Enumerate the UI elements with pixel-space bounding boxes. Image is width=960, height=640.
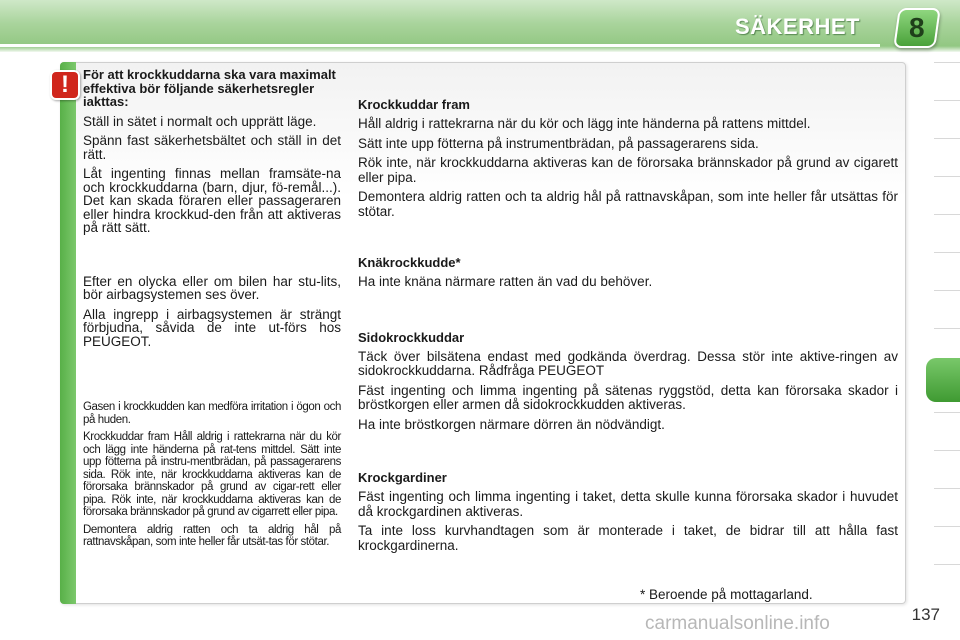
section-front-airbags xyxy=(358,97,898,219)
exclamation-warning-icon: ! xyxy=(50,70,80,100)
side-tab xyxy=(934,100,960,138)
side-tab xyxy=(934,176,960,214)
section-paragraph: Sätt inte upp fötterna på instrumentbrädan, på passagerarens sida. xyxy=(358,135,759,151)
section-paragraph: Ha inte bröstkorgen närmare dörren än nödvändigt. xyxy=(358,416,665,432)
chapter-title: SÄKERHET xyxy=(734,14,860,39)
section-paragraph: Fäst ingenting och limma ingenting på sätenas ryggstöd, detta kan förorsaka skador i bröstkorgen eller armen då sidokrockkudden aktiveras. xyxy=(358,382,898,412)
section-curtain-airbags xyxy=(358,470,898,553)
side-tab xyxy=(934,138,960,176)
warning-small-paragraph: Krockkuddar fram Håll aldrig i rattekrarna när du kör och lägg inte händerna på rat-tens mittdel. Sätt inte upp fötterna på instru-mentbrädan, på passagerarens sida. Rök inte, när krockkuddarna aktiveras kan de förorsaka brännskador på grund av cigar-rett eller pipa. Rök inte, när krockkuddarna aktiveras kan de förorsaka brännskador på grund av cigarrett eller pipa. xyxy=(83,431,341,518)
side-tab xyxy=(934,412,960,450)
watermark: carmanualsonline.info xyxy=(645,613,830,634)
footnote: * Beroende på mottagarland. xyxy=(640,587,813,602)
section-paragraph: Håll aldrig i rattekrarna när du kör och lägg inte händerna på rattens mittdel. xyxy=(358,116,811,131)
section-paragraph: Demontera aldrig ratten och ta aldrig hål på rattnavskåpan, som inte heller får utsättas för stötar. xyxy=(358,189,898,219)
side-tab xyxy=(934,488,960,526)
warning-paragraph: Låt ingenting finnas mellan framsäte-na och krockkuddarna (barn, djur, fö-remål...). Det kan skada föraren eller passageraren eller hindra krockkud-den från att aktiveras på rätt sätt. xyxy=(83,166,341,235)
side-tab xyxy=(934,214,960,252)
side-tab xyxy=(934,526,960,564)
section-side-airbags xyxy=(358,330,898,433)
side-tab xyxy=(934,564,960,602)
page-number: 137 xyxy=(911,605,940,624)
chapter-side-tabs xyxy=(930,62,960,622)
main-column xyxy=(358,97,898,553)
warning-paragraph: Alla ingrepp i airbagsystemen är strängt förbjudna, såvida de inte ut-förs hos PEUGEOT. xyxy=(83,306,341,349)
warning-paragraph: Efter en olycka eller om bilen har stu-lits, bör airbagsystemen ses över. xyxy=(83,273,341,302)
side-tab xyxy=(934,450,960,488)
warning-title: För att krockkuddarna ska vara maximalt effektiva bör följande säkerhetsregler iakttas: xyxy=(83,67,336,109)
warning-paragraph: Ställ in sätet i normalt och upprätt läge. xyxy=(83,113,317,129)
section-heading: Krockkuddar fram xyxy=(358,97,470,112)
warning-column xyxy=(83,68,341,549)
section-heading: Knäkrockkudde* xyxy=(358,255,461,270)
section-knee-airbag xyxy=(358,255,898,290)
warning-small-paragraph: Gasen i krockkudden kan medföra irritation i ögon och på huden. xyxy=(83,401,341,426)
section-paragraph: Fäst ingenting och limma ingenting i taket, detta skulle kunna förorsaka skador i huvudet då krockgardinen aktiveras. xyxy=(358,489,898,519)
side-tab xyxy=(934,62,960,100)
section-paragraph: Ha inte knäna närmare ratten än vad du behöver. xyxy=(358,274,653,289)
header-divider-line xyxy=(0,44,880,47)
section-heading: Sidokrockkuddar xyxy=(358,329,465,345)
warning-small-paragraph: Demontera aldrig ratten och ta aldrig hål på rattnavskåpan, som inte heller får utsät-tas för stötar. xyxy=(83,523,341,548)
section-heading: Krockgardiner xyxy=(358,470,447,485)
section-paragraph: Täck över bilsätena endast med godkända överdrag. Dessa stör inte aktive-ringen av sidokrockkuddarna. Rådfråga PEUGEOT xyxy=(358,348,898,378)
warning-sidebar xyxy=(60,62,76,604)
side-tab xyxy=(934,252,960,290)
chapter-number-badge xyxy=(893,8,941,48)
section-paragraph: Rök inte, när krockkuddarna aktiveras kan de förorsaka brännskador på grund av cigarett eller pipa. xyxy=(358,155,898,185)
side-tab xyxy=(934,290,960,328)
warning-paragraph: Spänn fast säkerhetsbältet och ställ in det rätt. xyxy=(83,133,341,162)
chapter-number: 8 xyxy=(909,12,925,43)
section-paragraph: Ta inte loss kurvhandtagen som är monterade i taket, de bidrar till att hålla fast krockgardinerna. xyxy=(358,523,898,553)
side-tab-active xyxy=(926,358,960,402)
